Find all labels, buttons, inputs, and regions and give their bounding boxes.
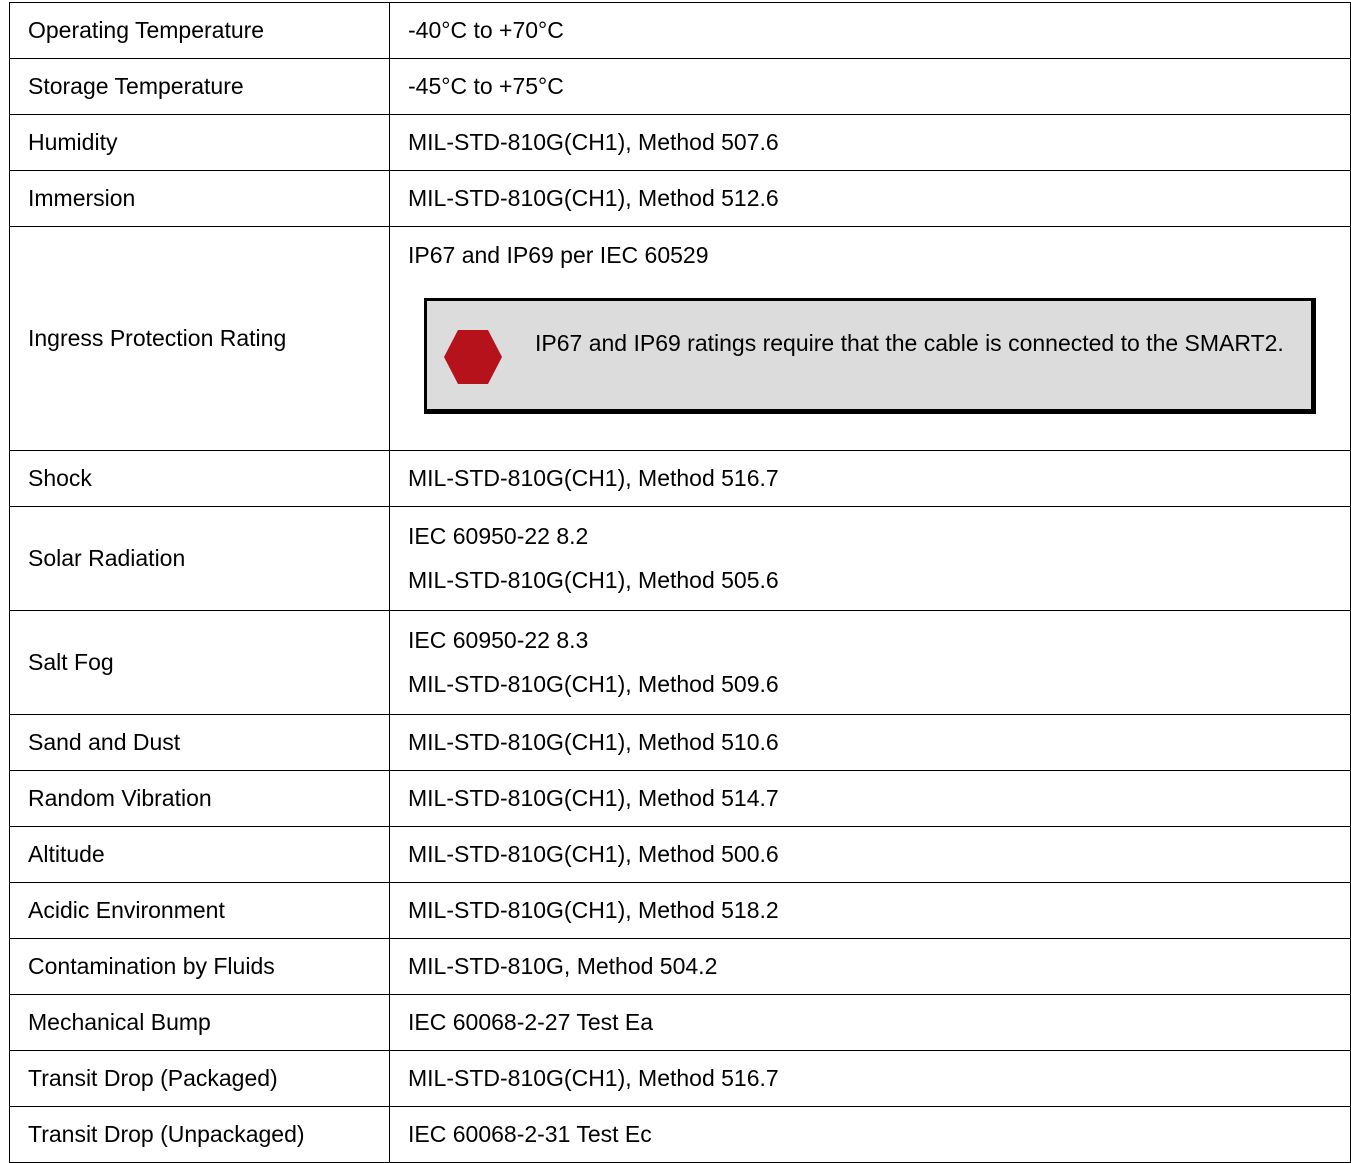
row-label: Transit Drop (Packaged) bbox=[10, 1051, 390, 1107]
row-label: Humidity bbox=[10, 115, 390, 171]
row-label: Acidic Environment bbox=[10, 883, 390, 939]
row-value: MIL-STD-810G, Method 504.2 bbox=[390, 939, 1351, 995]
row-value: MIL-STD-810G(CH1), Method 505.6 bbox=[408, 567, 779, 593]
row-value: MIL-STD-810G(CH1), Method 516.7 bbox=[390, 451, 1351, 507]
table-row bbox=[10, 507, 1351, 611]
notice-text: IP67 and IP69 ratings require that the cable is connected to the SMART2. bbox=[535, 330, 1284, 356]
row-value-cell bbox=[390, 507, 1351, 611]
row-value: IEC 60950-22 8.3 bbox=[408, 627, 589, 653]
row-value: -40°C to +70°C bbox=[390, 3, 1351, 59]
row-value: IEC 60068-2-31 Test Ec bbox=[390, 1107, 1351, 1163]
row-label: Mechanical Bump bbox=[10, 995, 390, 1051]
row-value-cell bbox=[390, 611, 1351, 715]
row-value: MIL-STD-810G(CH1), Method 509.6 bbox=[408, 671, 779, 697]
row-label: Random Vibration bbox=[10, 771, 390, 827]
row-label: Ingress Protection Rating bbox=[10, 227, 390, 451]
row-label: Shock bbox=[10, 451, 390, 507]
table-row bbox=[10, 171, 1351, 227]
row-label: Altitude bbox=[10, 827, 390, 883]
row-label: Solar Radiation bbox=[10, 507, 390, 611]
row-value: MIL-STD-810G(CH1), Method 514.7 bbox=[390, 771, 1351, 827]
row-value: MIL-STD-810G(CH1), Method 507.6 bbox=[390, 115, 1351, 171]
table-row bbox=[10, 1051, 1351, 1107]
row-value: MIL-STD-810G(CH1), Method 516.7 bbox=[390, 1051, 1351, 1107]
row-label: Storage Temperature bbox=[10, 59, 390, 115]
table-row bbox=[10, 995, 1351, 1051]
row-value: -45°C to +75°C bbox=[390, 59, 1351, 115]
row-label: Salt Fog bbox=[10, 611, 390, 715]
table-row bbox=[10, 771, 1351, 827]
row-value: MIL-STD-810G(CH1), Method 512.6 bbox=[390, 171, 1351, 227]
row-value: IEC 60950-22 8.2 bbox=[408, 523, 589, 549]
row-label: Contamination by Fluids bbox=[10, 939, 390, 995]
table-row bbox=[10, 611, 1351, 715]
table-row bbox=[10, 3, 1351, 59]
table-row bbox=[10, 59, 1351, 115]
caution-notice bbox=[424, 298, 1316, 414]
table-row bbox=[10, 883, 1351, 939]
row-value-cell bbox=[390, 227, 1351, 451]
row-value: MIL-STD-810G(CH1), Method 510.6 bbox=[390, 715, 1351, 771]
table-row bbox=[10, 827, 1351, 883]
table-row bbox=[10, 715, 1351, 771]
row-label: Transit Drop (Unpackaged) bbox=[10, 1107, 390, 1163]
stop-hexagon-icon bbox=[443, 329, 503, 385]
row-value: MIL-STD-810G(CH1), Method 500.6 bbox=[390, 827, 1351, 883]
row-value: MIL-STD-810G(CH1), Method 518.2 bbox=[390, 883, 1351, 939]
table-row bbox=[10, 227, 1351, 451]
row-label: Immersion bbox=[10, 171, 390, 227]
row-value: IEC 60068-2-27 Test Ea bbox=[390, 995, 1351, 1051]
table-row bbox=[10, 115, 1351, 171]
row-label: Operating Temperature bbox=[10, 3, 390, 59]
table-row bbox=[10, 1107, 1351, 1163]
table-row bbox=[10, 451, 1351, 507]
table-row bbox=[10, 939, 1351, 995]
environmental-spec-table bbox=[9, 2, 1351, 1163]
row-label: Sand and Dust bbox=[10, 715, 390, 771]
row-value: IP67 and IP69 per IEC 60529 bbox=[408, 242, 709, 268]
